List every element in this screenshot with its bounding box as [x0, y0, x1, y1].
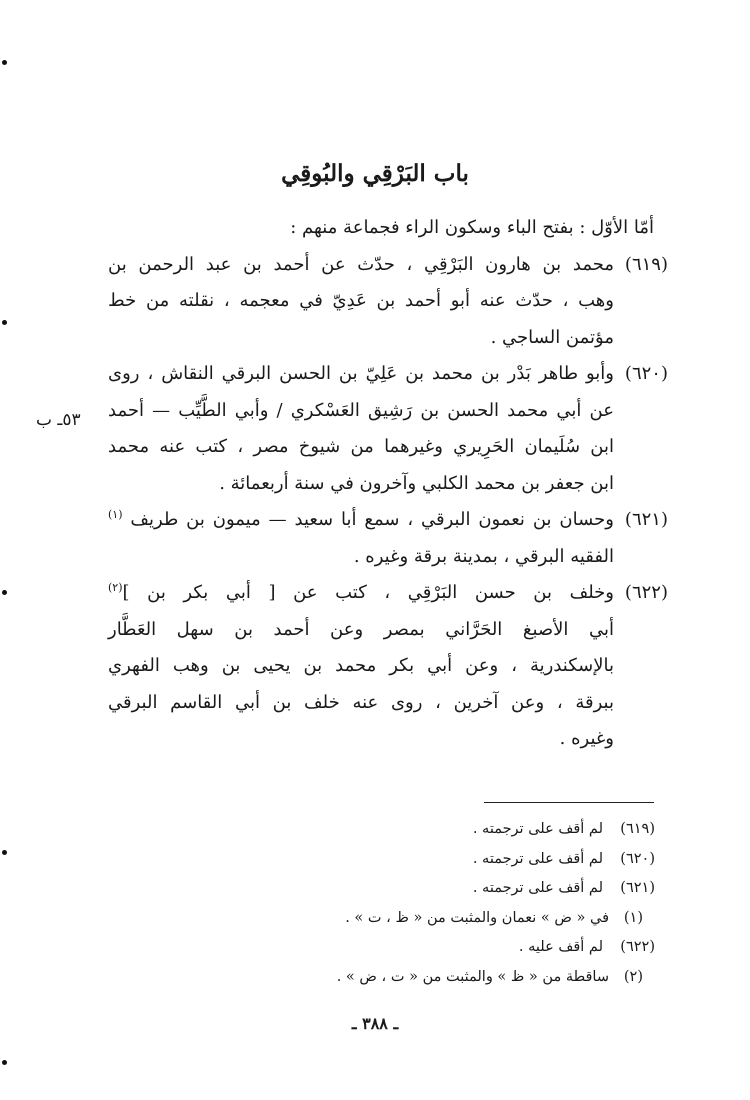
main-text [108, 210, 668, 758]
footnote-item [240, 845, 655, 875]
entry-621 [108, 502, 668, 575]
footnote-ref: (٢) [108, 581, 123, 594]
entry-line [108, 502, 614, 539]
footnote-text: في « ض » نعمان والمثبت من « ظ ، ت » . [345, 909, 609, 926]
footnote-number: (٦٢٢) [620, 939, 655, 955]
chapter-title: باب البَرْقِي والبُوقِي [281, 160, 469, 187]
footnote-text: لم أقف على ترجمته . [472, 880, 603, 896]
entry-line: أبي الأصبغ الحَرَّاني بمصر وعن أحمد بن سهل العَطَّار [108, 618, 614, 640]
footnote-number: (٦٢٠) [620, 850, 655, 867]
entry-text [108, 502, 614, 575]
entry-619 [108, 247, 668, 357]
entry-line: عن أبي محمد الحسن بن رَشِيق العَسْكري / وأبي الطَّيِّب — أحمد [108, 399, 614, 421]
entry-number: (٦٢٢) [624, 582, 668, 603]
footnote-number: (٢) [623, 968, 643, 985]
entry-text [108, 356, 614, 502]
footnote-text: لم أقف على ترجمته . [472, 850, 603, 867]
scan-mark [2, 850, 7, 855]
scan-mark [2, 320, 7, 325]
footnote-text: لم أقف عليه . [518, 939, 603, 955]
entry-number: (٦١٩) [624, 253, 668, 275]
footnote-divider [484, 802, 654, 803]
scan-mark [2, 1060, 7, 1065]
entry-line: وأبو طاهر بَدْر بن محمد بن عَلِيّ بن الحسن البرقي النقاش ، روى [108, 363, 614, 384]
footnote-item [240, 933, 655, 963]
footnote-item [240, 963, 655, 993]
entry-line: الفقيه البرقي ، بمدينة برقة وغيره . [353, 545, 614, 567]
footnote-text: ساقطة من « ظ » والمثبت من « ت ، ض » . [336, 968, 609, 985]
entry-line-text: وخلف بن حسن البَرْقِي ، كتب عن [ أبي بكر بن ] [122, 582, 615, 603]
intro-line: أمّا الأوّل : بفتح الباء وسكون الراء فجماعة منهم : [290, 217, 654, 238]
manuscript-folio-marker: ٥٣ـ ب [36, 410, 81, 430]
page-number: ـ ٣٨٨ ـ [351, 1014, 399, 1033]
entry-line: وغيره . [559, 728, 614, 749]
footnotes [240, 815, 655, 992]
entry-line: محمد بن هارون البَرْقِي ، حدّث عن أحمد بن عبد الرحمن بن [108, 253, 614, 275]
entry-622 [108, 575, 668, 758]
footnote-item [240, 904, 655, 934]
entry-620 [108, 356, 668, 502]
footnote-text: لم أقف على ترجمته . [472, 821, 603, 837]
entry-line: ابن سُلَيمان الحَرِيري وغيرهما من شيوخ مصر ، كتب عنه محمد [108, 436, 614, 457]
footnote-item [240, 874, 655, 904]
entry-line-text: وحسان بن نعمون البرقي ، سمع أبا سعيد — ميمون بن طريف [130, 509, 614, 530]
footnote-ref: (١) [108, 508, 123, 521]
entry-number: (٦٢٠) [624, 363, 668, 384]
entry-line: ابن جعفر بن محمد الكلبي وآخرون في سنة أربعمائة . [219, 472, 614, 494]
entry-number: (٦٢١) [624, 509, 668, 530]
entry-text [108, 575, 614, 758]
scan-mark [2, 590, 7, 595]
entry-line: مؤتمن الساجي . [490, 326, 614, 348]
entry-line: بالإسكندرية ، وعن أبي بكر محمد بن يحيى بن وهب الفهري [108, 655, 614, 676]
scan-mark [2, 60, 7, 65]
entry-text [108, 247, 614, 357]
entry-line: وهب ، حدّث عنه أبو أحمد بن عَدِيّ في معجمه ، نقلته من خط [108, 290, 614, 311]
footnote-item [240, 815, 655, 845]
footnote-number: (٦٢١) [620, 880, 655, 896]
footnote-number: (٦١٩) [620, 821, 655, 837]
footnote-number: (١) [623, 909, 643, 926]
entry-line: ببرقة ، وعن آخرين ، روى عنه خلف بن أبي القاسم البرقي [108, 691, 614, 713]
entry-line [108, 575, 614, 612]
